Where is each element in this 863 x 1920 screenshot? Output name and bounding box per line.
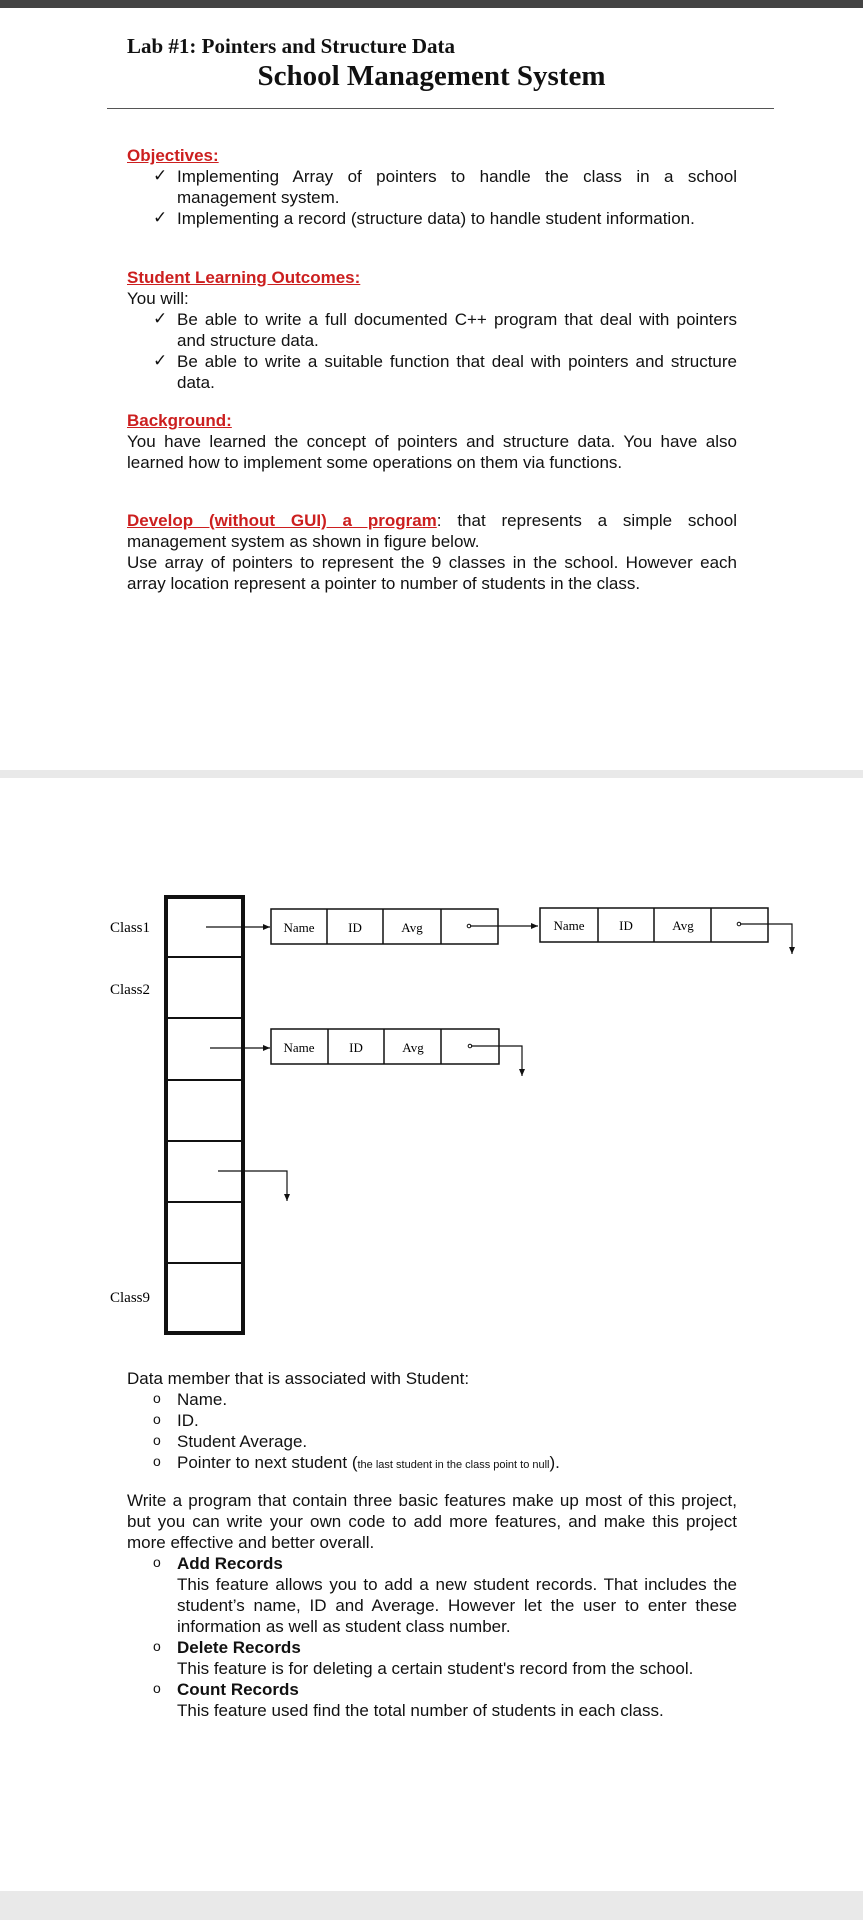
feature-body: This feature allows you to add a new student records. That includes the student’s name, ID and Average. However let the user to enter these information as well as student class number. [177,1575,737,1636]
program-section [127,1490,737,1721]
outcomes-intro: You will: [127,289,189,308]
node-field-name: Name [553,918,585,933]
node-field-avg: Avg [401,920,423,935]
feature-title: o Add Records [177,1554,283,1573]
title-divider [107,108,774,109]
array-frame [166,897,243,1333]
pointer-item-text: Pointer to next student ( [177,1453,358,1472]
node-field-avg: Avg [672,918,694,933]
data-members-list [127,1389,737,1476]
node-field-id: ID [619,918,633,933]
develop-paragraph [127,510,737,552]
data-members-section [127,1368,737,1476]
objective-item: ✓ Implementing a record (structure data) to handle student information. [177,208,737,229]
document-page-2 [0,778,863,1891]
feature-item [177,1679,737,1721]
student-node [271,909,498,944]
features-list [127,1553,737,1721]
develop-heading: Develop (without GUI) a program [127,511,437,530]
null-pointer-arrow [471,1046,522,1076]
feature-item [177,1553,737,1637]
node-field-avg: Avg [402,1040,424,1055]
pointer-item-end: ). [549,1453,560,1472]
data-member-item: o Student Average. [177,1431,737,1452]
feature-body: This feature is for deleting a certain student's record from the school. [177,1659,694,1678]
outcomes-list [127,309,737,393]
top-bar [0,0,863,8]
main-title [0,60,863,93]
class-label-9: Class9 [110,1290,151,1306]
objectives-section [127,145,737,229]
main-title-text: School Management System [257,60,606,92]
objective-item: ✓ Implementing Array of pointers to handle the class in a school management system. [177,166,737,208]
background-text: You have learned the concept of pointers and structure data. You have also learned how to implement some operations on them via functions. [127,432,737,472]
outcome-item: ✓ Be able to write a full documented C++ program that deal with pointers and structure data. [177,309,737,351]
node-field-id: ID [349,1040,363,1055]
background-section [127,410,737,473]
class-label-1: Class1 [110,920,151,936]
node-field-id: ID [348,920,362,935]
feature-body: This feature used find the total number of students in each class. [177,1701,664,1720]
background-heading: Background: [127,411,232,430]
pointer-array [166,897,243,1333]
feature-title: o Delete Records [177,1638,301,1657]
linked-list-diagram [0,778,863,1338]
node-field-name: Name [283,920,315,935]
objectives-heading: Objectives: [127,146,219,165]
develop-text-1: : that represents a simple school management system as shown in figure below. [127,511,738,551]
student-node [271,1029,499,1064]
develop-section [127,510,737,594]
node-field-name: Name [283,1040,315,1055]
class5-null-arrow [218,1171,287,1201]
develop-text-2: Use array of pointers to represent the 9 classes in the school. However each array location represent a pointer to number of students in the class. [127,553,737,593]
student-node [540,908,768,942]
null-pointer-arrow [740,924,792,954]
data-member-item: o ID. [177,1410,737,1431]
data-member-item: o Name. [177,1389,737,1410]
pointer-item-note: the last student in the class point to null [357,1459,550,1471]
outcome-item: ✓ Be able to write a suitable function that deal with pointers and structure data. [177,351,737,393]
data-members-intro: Data member that is associated with Student: [127,1369,470,1388]
lab-title: Lab #1: Pointers and Structure Data [127,34,456,58]
feature-title: o Count Records [177,1680,299,1699]
data-member-pointer-item [177,1452,737,1476]
program-intro: Write a program that contain three basic features make up most of this project, but you can write your own code to add more features, and make this project more effective and better overall. [127,1491,737,1552]
outcomes-heading: Student Learning Outcomes: [127,268,361,287]
objectives-list [127,166,737,229]
feature-item [177,1637,737,1679]
class-label-2: Class2 [110,982,151,998]
document-page-1 [0,8,863,770]
outcomes-section [127,267,737,393]
